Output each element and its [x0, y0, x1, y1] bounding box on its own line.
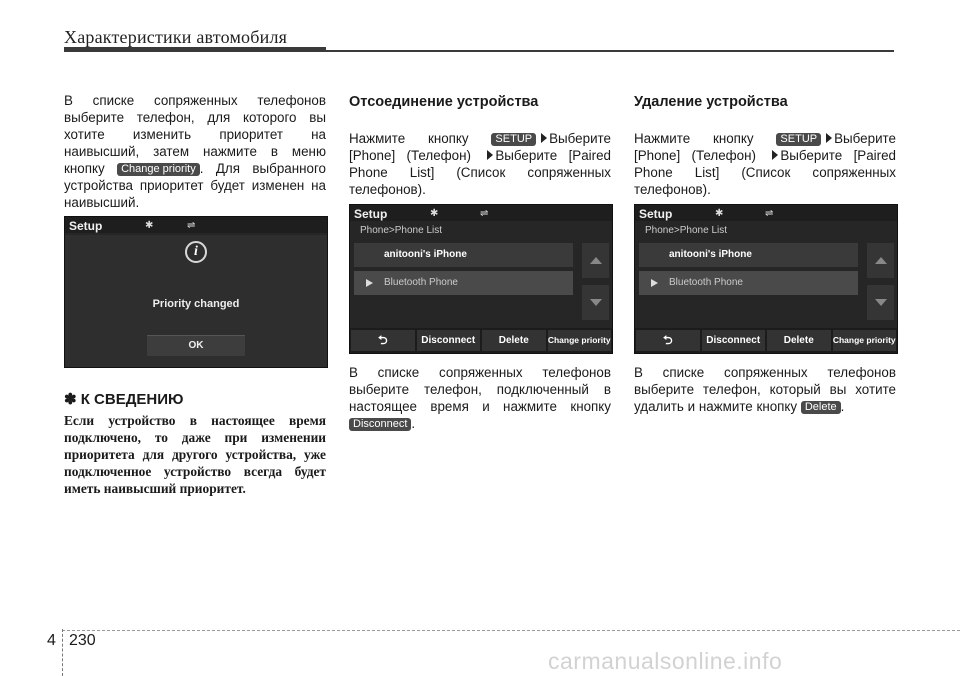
bottom-toolbar — [635, 328, 897, 353]
text: Выберите [Phone] (Телефон) — [634, 131, 896, 163]
breadcrumb: Phone>Phone List — [360, 225, 443, 236]
disconnect-button-label: Disconnect — [349, 418, 411, 431]
priority-changed-screen — [64, 216, 328, 368]
popup-message: Priority changed — [152, 298, 240, 310]
change-priority-button[interactable]: Change priority — [548, 330, 612, 351]
footer-separator — [62, 629, 63, 676]
back-button[interactable]: ⮌ — [636, 330, 700, 351]
usb-icon: ⇌ — [187, 220, 196, 231]
list-item-label: Bluetooth Phone — [669, 277, 743, 288]
text: Выберите [Paired Phone List] (Список сопряженных телефонов). — [349, 148, 612, 197]
list-item[interactable] — [639, 243, 858, 267]
ok-button[interactable]: OK — [147, 335, 245, 356]
setup-button-label: SETUP — [776, 133, 821, 146]
change-priority-button[interactable]: Change priority — [833, 330, 897, 351]
column-3 — [634, 94, 896, 198]
breadcrumb: Phone>Phone List — [645, 225, 728, 236]
text: В списке сопряженных телефонов выберите телефон, подключенный в настоящее время и нажмите кнопку — [349, 365, 611, 414]
popup — [65, 235, 327, 367]
page-number: 230 — [69, 632, 96, 649]
disconnect-instructions — [349, 364, 611, 432]
screen-title-bar — [65, 217, 327, 233]
arrow-right-icon — [487, 150, 493, 160]
list-item[interactable] — [354, 243, 573, 267]
watermark: carmanualsonline.info — [548, 648, 783, 674]
info-icon: i — [185, 241, 207, 263]
text: Выберите [Paired Phone List] (Список сопряженных телефонов). — [634, 148, 897, 197]
disconnect-button[interactable]: Disconnect — [702, 330, 766, 351]
bluetooth-icon: ✱ — [715, 208, 724, 219]
text: Выберите [Phone] (Телефон) — [349, 131, 611, 163]
section-heading-delete: Удаление устройства — [634, 94, 788, 110]
text: . — [411, 416, 416, 431]
bluetooth-icon: ✱ — [145, 220, 154, 231]
screen-title: Setup — [639, 207, 673, 221]
footer-rule — [62, 630, 960, 631]
list-item-selected[interactable] — [639, 271, 858, 295]
chevron-up-icon — [590, 257, 602, 264]
bottom-toolbar — [350, 328, 612, 353]
screen-title: Setup — [69, 219, 103, 233]
chevron-down-icon — [590, 299, 602, 306]
header-rule — [64, 47, 326, 52]
chevron-down-icon — [875, 299, 887, 306]
steps-paragraph — [349, 130, 611, 198]
usb-icon: ⇌ — [765, 208, 774, 219]
note-body: Если устройство в настоящее время подключено, то даже при изменении приоритета для другого устройства, уже подключенное устройство всегда будет иметь наивысший приоритет. — [64, 413, 326, 496]
note-block — [64, 391, 326, 497]
chapter-number: 4 — [47, 632, 56, 649]
list-item-label: anitooni's iPhone — [384, 249, 467, 260]
play-icon — [651, 279, 658, 287]
disconnect-button[interactable]: Disconnect — [417, 330, 481, 351]
section-heading-disconnect: Отсоединение устройства — [349, 94, 539, 110]
screen-title: Setup — [354, 207, 388, 221]
text: Нажмите кнопку — [634, 131, 777, 146]
delete-button[interactable]: Delete — [482, 330, 546, 351]
delete-instructions — [634, 364, 896, 415]
list-item-selected[interactable] — [354, 271, 573, 295]
text: . Для выбранного устройства приоритет будет изменен на наивысший. — [64, 161, 326, 210]
delete-button[interactable]: Delete — [767, 330, 831, 351]
chevron-up-icon — [875, 257, 887, 264]
column-1 — [64, 92, 326, 211]
usb-icon: ⇌ — [480, 208, 489, 219]
list-item-label: Bluetooth Phone — [384, 277, 458, 288]
page-header-title: Характеристики автомобиля — [64, 27, 288, 47]
delete-button-label: Delete — [801, 401, 841, 414]
phone-list-screen-disconnect — [349, 204, 613, 354]
scroll-up-button[interactable] — [867, 243, 894, 278]
phone-list-screen-delete — [634, 204, 898, 354]
delete-paragraph — [634, 364, 896, 415]
setup-button-label: SETUP — [491, 133, 536, 146]
scroll-up-button[interactable] — [582, 243, 609, 278]
play-icon — [366, 279, 373, 287]
arrow-right-icon — [541, 133, 547, 143]
change-priority-button-label: Change priority — [117, 163, 200, 176]
disconnect-paragraph — [349, 364, 611, 432]
text: В списке сопряженных телефонов выберите телефон, для которого вы хотите изменить приоритет на наивысший, затем нажмите в меню кнопку — [64, 93, 326, 176]
steps-paragraph — [634, 130, 896, 198]
text: В списке сопряженных телефонов выберите телефон, который вы хотите удалить и нажмите кнопку — [634, 365, 896, 414]
scroll-down-button[interactable] — [867, 285, 894, 320]
column-2 — [349, 94, 611, 198]
header-rule-thin — [326, 50, 894, 52]
note-title: ✽ К СВЕДЕНИЮ — [64, 391, 184, 408]
text: Нажмите кнопку — [349, 131, 492, 146]
list-item-label: anitooni's iPhone — [669, 249, 752, 260]
back-button[interactable]: ⮌ — [351, 330, 415, 351]
intro-paragraph — [64, 92, 326, 211]
scroll-down-button[interactable] — [582, 285, 609, 320]
arrow-right-icon — [826, 133, 832, 143]
arrow-right-icon — [772, 150, 778, 160]
text: . — [840, 399, 845, 414]
bluetooth-icon: ✱ — [430, 208, 439, 219]
